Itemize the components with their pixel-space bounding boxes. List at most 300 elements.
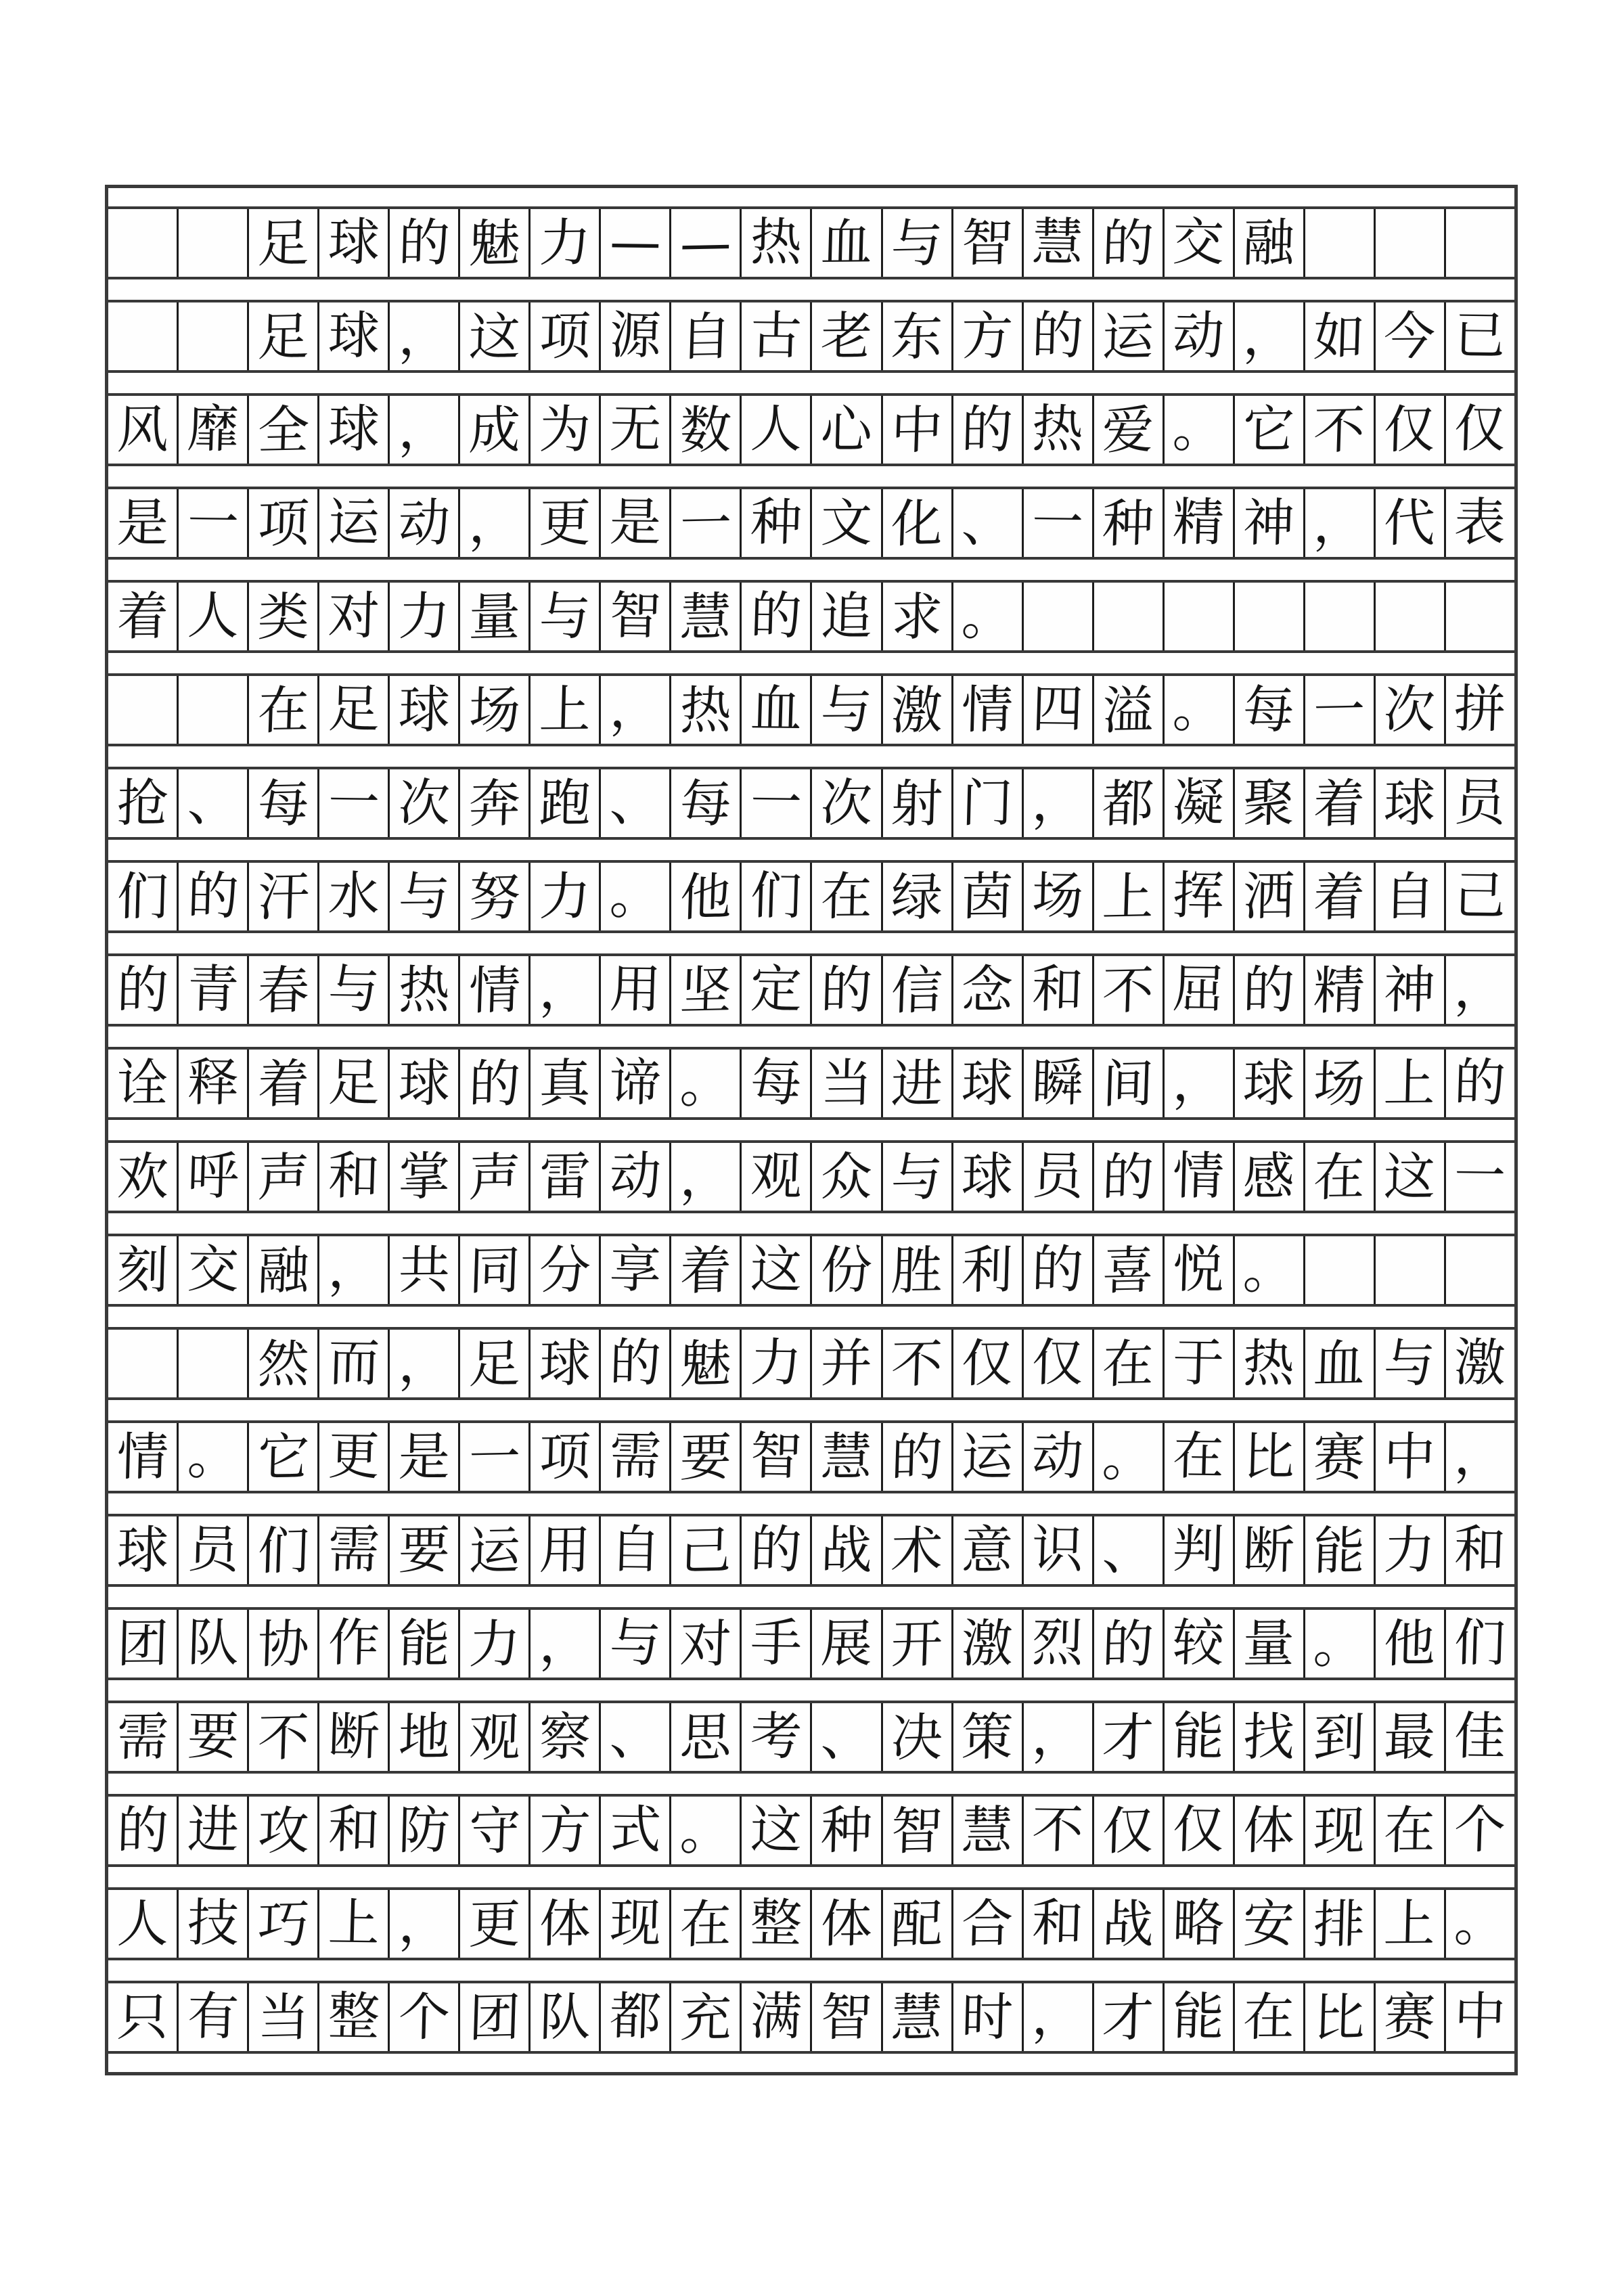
handwritten-character: 份 — [819, 1239, 874, 1301]
char-cell — [742, 302, 812, 370]
char-cell — [390, 676, 460, 744]
char-cell — [953, 1983, 1024, 2051]
handwritten-character: 在 — [1312, 1146, 1366, 1208]
handwritten-character: 仅 — [1101, 1800, 1155, 1862]
char-cell — [601, 956, 671, 1024]
handwritten-character: 精 — [1312, 960, 1366, 1021]
row-gap — [108, 1027, 1514, 1047]
char-cell — [249, 209, 319, 277]
char-cell — [601, 1050, 671, 1117]
char-cell — [1376, 1797, 1446, 1864]
char-cell — [953, 863, 1024, 930]
handwritten-character: 作 — [327, 1612, 381, 1673]
char-cell — [1376, 583, 1446, 650]
handwritten-character: 一 — [327, 771, 381, 833]
text-row — [108, 1140, 1514, 1213]
char-cell — [671, 1236, 742, 1304]
char-cell — [812, 1797, 882, 1864]
char-cell — [1235, 1983, 1305, 2051]
char-cell — [1094, 1236, 1165, 1304]
char-cell — [1094, 1797, 1165, 1864]
char-cell — [1305, 863, 1376, 930]
char-cell — [883, 676, 953, 744]
handwritten-character: 这 — [749, 1238, 803, 1300]
handwritten-character: 四 — [1031, 678, 1085, 740]
char-cell — [1376, 1610, 1446, 1678]
char-cell — [1305, 1983, 1376, 2051]
handwritten-character: 次 — [1383, 679, 1437, 740]
char-cell — [742, 1050, 812, 1117]
handwritten-character: 员 — [1453, 771, 1507, 833]
handwritten-character: 。 — [679, 1053, 733, 1115]
char-cell — [742, 209, 812, 277]
handwritten-character: 的 — [1031, 305, 1085, 366]
char-cell — [1376, 209, 1446, 277]
char-cell — [742, 1143, 812, 1211]
char-cell — [1094, 1703, 1165, 1771]
row-gap — [108, 1493, 1514, 1514]
handwritten-character: 用 — [538, 1519, 591, 1581]
char-cell — [531, 1890, 601, 1958]
char-cell — [531, 863, 601, 930]
char-cell — [179, 1516, 249, 1584]
char-cell — [1024, 1890, 1094, 1958]
bottom-margin-strip — [108, 2054, 1514, 2072]
char-cell — [390, 1610, 460, 1678]
char-cell — [531, 583, 601, 650]
handwritten-character: 热 — [1242, 1332, 1296, 1394]
handwritten-character: 上 — [1383, 1893, 1437, 1954]
char-cell — [742, 489, 812, 557]
handwritten-character: 一 — [186, 491, 240, 553]
handwritten-character: 众 — [819, 1146, 874, 1207]
handwritten-character: 不 — [1101, 960, 1155, 1021]
handwritten-character: 着 — [116, 585, 169, 647]
text-row — [108, 393, 1514, 466]
handwritten-character: 是 — [116, 492, 169, 554]
handwritten-character: 的 — [749, 1518, 803, 1580]
handwritten-character: 赛 — [1383, 1986, 1437, 2048]
char-cell — [883, 1703, 953, 1771]
text-row — [108, 1047, 1514, 1120]
char-cell — [1305, 769, 1376, 837]
handwritten-character: ， — [1312, 493, 1366, 554]
handwritten-character: 源 — [608, 305, 662, 366]
char-cell — [531, 1143, 601, 1211]
char-cell — [742, 863, 812, 930]
char-cell — [319, 396, 390, 464]
handwritten-character: 量 — [1242, 1613, 1296, 1674]
handwritten-character: ， — [608, 678, 662, 740]
handwritten-character: 定 — [749, 958, 803, 1020]
char-cell — [1305, 1423, 1376, 1491]
handwritten-character: 。 — [1312, 1613, 1366, 1675]
handwritten-character: 慧 — [679, 586, 733, 648]
char-cell — [249, 1143, 319, 1211]
handwritten-character: 守 — [468, 1800, 522, 1862]
char-cell — [249, 676, 319, 744]
char-cell — [319, 863, 390, 930]
char-cell — [319, 1983, 390, 2051]
char-cell — [319, 1703, 390, 1771]
handwritten-character: 们 — [749, 865, 803, 926]
char-cell — [390, 209, 460, 277]
char-cell — [460, 956, 531, 1024]
handwritten-character: 的 — [960, 399, 1014, 460]
handwritten-character: 动 — [1171, 305, 1225, 366]
handwritten-character: 和 — [1031, 1892, 1085, 1954]
char-cell — [1446, 1330, 1514, 1397]
char-cell — [390, 396, 460, 464]
title-character: 足 — [256, 212, 311, 274]
char-cell — [812, 209, 882, 277]
handwritten-character: 队 — [538, 1986, 591, 2048]
handwritten-character: 享 — [608, 1238, 662, 1300]
handwritten-character: 识 — [1031, 1518, 1085, 1580]
handwritten-character: ， — [538, 1613, 591, 1674]
handwritten-character: 对 — [327, 585, 381, 646]
handwritten-character: 球 — [327, 398, 381, 459]
char-cell — [742, 1423, 812, 1491]
char-cell — [883, 1610, 953, 1678]
char-cell — [531, 209, 601, 277]
char-cell — [671, 1050, 742, 1117]
char-cell — [671, 1797, 742, 1864]
handwritten-character: 力 — [749, 1332, 803, 1393]
char-cell — [671, 1423, 742, 1491]
char-cell — [1165, 1610, 1235, 1678]
char-cell — [1094, 1890, 1165, 1958]
char-cell — [1305, 1050, 1376, 1117]
handwritten-character: 与 — [397, 865, 451, 927]
char-cell — [742, 956, 812, 1024]
top-margin-strip — [108, 188, 1514, 206]
char-cell — [390, 583, 460, 650]
handwritten-character: 球 — [327, 305, 381, 366]
handwritten-character: 中 — [1453, 1985, 1507, 2047]
handwritten-character: 体 — [1242, 1799, 1296, 1861]
char-cell — [1305, 1703, 1376, 1771]
handwritten-character: 足 — [256, 306, 311, 367]
char-cell — [1235, 1797, 1305, 1864]
char-cell — [1094, 956, 1165, 1024]
handwritten-character: 防 — [397, 1799, 451, 1861]
handwritten-character: 种 — [1101, 493, 1155, 554]
char-cell — [1094, 1330, 1165, 1397]
handwritten-character: 才 — [1101, 1707, 1155, 1768]
char-cell — [1024, 676, 1094, 744]
handwritten-character: 的 — [1101, 1146, 1155, 1208]
char-cell — [1446, 676, 1514, 744]
handwritten-character: 着 — [679, 1240, 733, 1301]
handwritten-character: 代 — [1383, 492, 1437, 554]
handwritten-character: 神 — [1242, 492, 1296, 554]
char-cell — [953, 1143, 1024, 1211]
char-cell — [390, 1330, 460, 1397]
handwritten-character: 观 — [468, 1707, 522, 1768]
char-cell — [249, 489, 319, 557]
handwritten-character: 更 — [538, 492, 591, 554]
char-cell — [1376, 863, 1446, 930]
char-cell — [108, 956, 179, 1024]
row-gap — [108, 466, 1514, 487]
char-cell — [1024, 1983, 1094, 2051]
char-cell — [1094, 676, 1165, 744]
char-cell — [460, 1610, 531, 1678]
char-cell — [460, 1983, 531, 2051]
handwritten-character: 融 — [256, 1240, 311, 1301]
char-cell — [1305, 1610, 1376, 1678]
char-cell — [1376, 1143, 1446, 1211]
char-cell — [883, 209, 953, 277]
char-cell — [319, 583, 390, 650]
char-cell — [1165, 1143, 1235, 1211]
char-cell — [108, 302, 179, 370]
char-cell — [742, 1610, 812, 1678]
char-cell — [812, 583, 882, 650]
handwritten-character: 在 — [1171, 1425, 1225, 1487]
handwritten-character: 声 — [468, 1146, 522, 1208]
char-cell — [1376, 1236, 1446, 1304]
char-cell — [1446, 956, 1514, 1024]
composition-sheet — [105, 185, 1518, 2075]
handwritten-character: 次 — [819, 772, 874, 834]
handwritten-character: 运 — [468, 1520, 522, 1581]
handwritten-character: 释 — [186, 1052, 240, 1113]
handwritten-character: 在 — [679, 1893, 733, 1955]
char-cell — [601, 489, 671, 557]
handwritten-character: 安 — [1242, 1893, 1296, 1954]
char-cell — [460, 1423, 531, 1491]
char-cell — [742, 396, 812, 464]
char-cell — [319, 1143, 390, 1211]
char-cell — [812, 956, 882, 1024]
row-gap — [108, 1680, 1514, 1701]
handwritten-character: 佳 — [1453, 1705, 1507, 1767]
handwritten-character: 满 — [749, 1985, 803, 2047]
handwritten-character: 们 — [116, 865, 169, 927]
char-cell — [883, 1516, 953, 1584]
char-cell — [390, 1983, 460, 2051]
title-character: 血 — [819, 212, 874, 273]
char-cell — [1094, 209, 1165, 277]
char-cell — [108, 1330, 179, 1397]
handwritten-character: 仅 — [1171, 1799, 1225, 1860]
handwritten-character: 球 — [116, 1519, 169, 1581]
title-character: 的 — [1101, 212, 1155, 274]
char-cell — [1024, 1423, 1094, 1491]
char-cell — [179, 676, 249, 744]
char-cell — [742, 583, 812, 650]
handwritten-character: 方 — [960, 305, 1014, 367]
text-row — [108, 860, 1514, 933]
handwritten-character: 老 — [819, 305, 874, 367]
char-cell — [1165, 863, 1235, 930]
char-cell — [1165, 1890, 1235, 1958]
handwritten-character: 上 — [1101, 866, 1155, 928]
handwritten-character: ， — [679, 1146, 733, 1208]
handwritten-character: 动 — [608, 1145, 662, 1207]
handwritten-character: 方 — [538, 1799, 591, 1861]
handwritten-character: 交 — [186, 1238, 240, 1300]
char-cell — [179, 302, 249, 370]
handwritten-character: 声 — [256, 1146, 311, 1208]
char-cell — [1235, 1890, 1305, 1958]
handwritten-character: 人 — [116, 1893, 169, 1954]
handwritten-character: 上 — [1383, 1052, 1437, 1114]
char-cell — [953, 209, 1024, 277]
handwritten-character: 排 — [1312, 1893, 1366, 1955]
char-cell — [1024, 583, 1094, 650]
char-cell — [460, 1890, 531, 1958]
char-cell — [1376, 396, 1446, 464]
handwritten-character: 的 — [1453, 1052, 1507, 1113]
char-cell — [1094, 583, 1165, 650]
char-cell — [1446, 1050, 1514, 1117]
row-gap — [108, 279, 1514, 300]
char-cell — [1305, 1330, 1376, 1397]
handwritten-character: 是 — [608, 491, 662, 553]
char-cell — [1024, 1330, 1094, 1397]
text-row — [108, 1514, 1514, 1587]
char-cell — [812, 1143, 882, 1211]
handwritten-character: ， — [1031, 1705, 1085, 1767]
char-cell — [390, 1236, 460, 1304]
handwritten-character: 需 — [327, 1518, 381, 1580]
handwritten-character: 在 — [1101, 1333, 1155, 1395]
char-cell — [953, 1516, 1024, 1584]
handwritten-character: 的 — [468, 1053, 522, 1115]
char-cell — [1235, 396, 1305, 464]
handwritten-character: 种 — [749, 491, 803, 553]
text-row — [108, 487, 1514, 560]
handwritten-character: 智 — [608, 585, 662, 646]
handwritten-character: 团 — [116, 1613, 169, 1674]
handwritten-character: 自 — [1383, 865, 1437, 927]
handwritten-character: 需 — [116, 1706, 169, 1768]
handwritten-character: ， — [1031, 1985, 1085, 2047]
char-cell — [249, 769, 319, 837]
char-cell — [390, 1423, 460, 1491]
char-cell — [812, 1983, 882, 2051]
handwritten-character: 们 — [1453, 1612, 1507, 1673]
title-character: — — [679, 212, 733, 274]
handwritten-character: 自 — [608, 1518, 662, 1580]
char-cell — [108, 1423, 179, 1491]
handwritten-character: 运 — [1101, 306, 1155, 367]
handwritten-character: 、 — [819, 1706, 874, 1768]
handwritten-character: 追 — [819, 585, 874, 647]
handwritten-character: 们 — [256, 1520, 311, 1581]
handwritten-character: 风 — [116, 399, 169, 460]
handwritten-character: 体 — [819, 1893, 874, 1954]
handwritten-character: 进 — [186, 1799, 240, 1860]
handwritten-character: 悦 — [1171, 1238, 1225, 1300]
char-cell — [108, 1610, 179, 1678]
handwritten-character: 项 — [256, 493, 311, 554]
char-cell — [179, 1330, 249, 1397]
title-character: 的 — [397, 212, 451, 273]
char-cell — [953, 302, 1024, 370]
handwritten-character: 员 — [1031, 1145, 1085, 1207]
row-gap — [108, 1960, 1514, 1981]
text-row — [108, 1701, 1514, 1774]
char-cell — [1165, 769, 1235, 837]
text-row — [108, 1234, 1514, 1307]
char-cell — [531, 769, 601, 837]
char-cell — [460, 209, 531, 277]
handwritten-character: 每 — [256, 773, 311, 834]
handwritten-character: 瞬 — [1031, 1052, 1085, 1113]
char-cell — [812, 1236, 882, 1304]
handwritten-character: 与 — [890, 1146, 944, 1208]
handwritten-character: 精 — [1171, 491, 1225, 553]
char-cell — [179, 583, 249, 650]
char-cell — [1446, 863, 1514, 930]
handwritten-character: 中 — [890, 399, 944, 461]
char-cell — [179, 489, 249, 557]
char-cell — [460, 302, 531, 370]
handwritten-character: 充 — [679, 1987, 733, 2048]
handwritten-character: 足 — [468, 1333, 522, 1395]
char-cell — [1305, 676, 1376, 744]
char-cell — [1024, 209, 1094, 277]
handwritten-character: 。 — [960, 585, 1014, 647]
char-cell — [179, 1236, 249, 1304]
char-cell — [108, 209, 179, 277]
title-character: 热 — [749, 211, 803, 273]
handwritten-character: 每 — [1242, 679, 1296, 740]
char-cell — [460, 1143, 531, 1211]
handwritten-character: 要 — [397, 1519, 451, 1581]
char-cell — [108, 1143, 179, 1211]
char-cell — [1235, 302, 1305, 370]
handwritten-character: 个 — [397, 1986, 451, 2048]
char-cell — [1305, 489, 1376, 557]
char-cell — [531, 676, 601, 744]
handwritten-character: ， — [1031, 771, 1085, 833]
char-cell — [812, 1423, 882, 1491]
handwritten-character: 求 — [890, 586, 944, 648]
char-cell — [179, 1983, 249, 2051]
char-cell — [460, 1050, 531, 1117]
char-cell — [671, 676, 742, 744]
char-cell — [883, 769, 953, 837]
handwritten-character: 刻 — [116, 1239, 169, 1301]
handwritten-character: 慧 — [890, 1987, 944, 2048]
handwritten-character: 水 — [327, 865, 381, 926]
char-cell — [531, 1703, 601, 1771]
handwritten-character: 、 — [186, 771, 240, 833]
handwritten-character: 在 — [1242, 1986, 1296, 2048]
char-cell — [883, 302, 953, 370]
handwritten-character: 每 — [679, 773, 733, 834]
char-cell — [1376, 1050, 1446, 1117]
char-cell — [601, 1330, 671, 1397]
handwritten-character: 足 — [327, 1052, 381, 1113]
handwritten-character: 与 — [608, 1612, 662, 1673]
handwritten-character: 魅 — [679, 1333, 733, 1395]
char-cell — [953, 956, 1024, 1024]
handwritten-character: 每 — [749, 1052, 803, 1113]
handwritten-character: 溢 — [1101, 679, 1155, 741]
handwritten-character: 门 — [960, 772, 1014, 834]
char-cell — [812, 1330, 882, 1397]
handwritten-character: 球 — [397, 1052, 451, 1114]
char-cell — [1376, 1330, 1446, 1397]
char-cell — [108, 676, 179, 744]
handwritten-character: 能 — [1171, 1705, 1225, 1767]
